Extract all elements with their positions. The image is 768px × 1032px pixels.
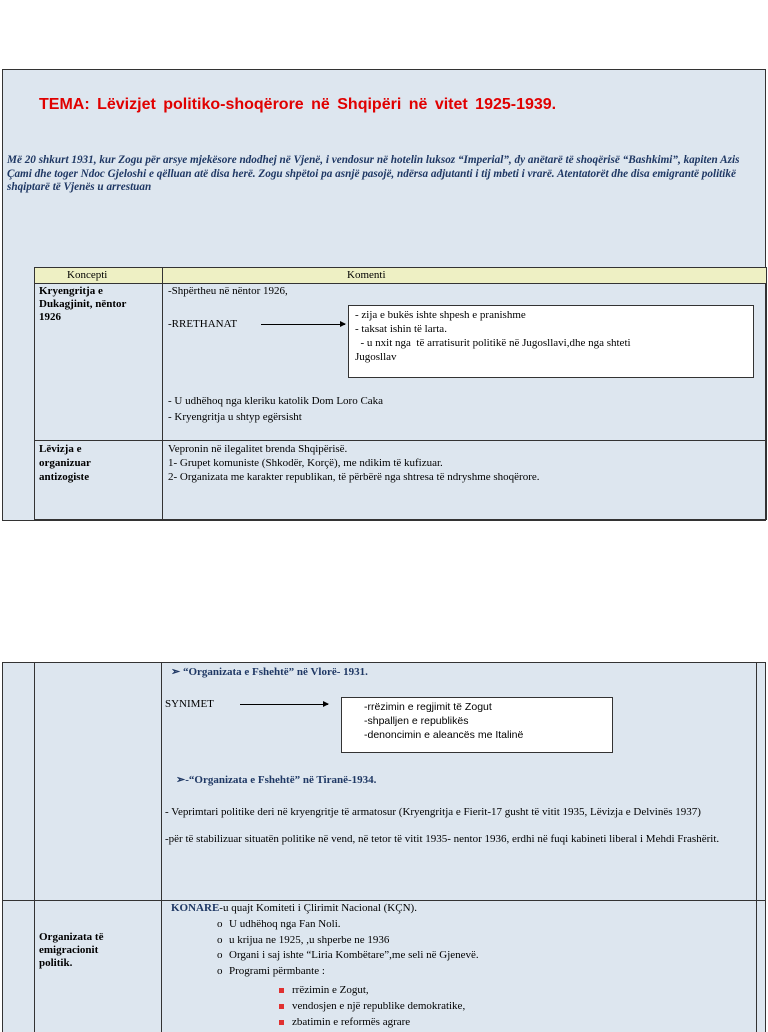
list-item: o Organi i saj ishte “Liria Kombëtare”,me seli në Gjenevë. (217, 949, 479, 961)
concept-table (34, 267, 767, 520)
row1-concept: Kryengritja e Dukagjinit, nëntor 1926 (39, 285, 127, 323)
bullet-icon (279, 1020, 284, 1025)
page-title: TEMA: Lëvizjet politiko-shoqërore në Shqipëri në vitet 1925-1939. (39, 96, 557, 113)
list-item: vendosjen e një republike demokratike, (279, 998, 465, 1014)
rrethanat-box: - zija e bukës ishte shpesh e pranishme - taksat ishin të larta. - u nxit nga të arratisurit politikë në Jugosllavi,dhe nga shteti Jugosllav (348, 305, 754, 378)
org-tirane-heading: ➢-“Organizata e Fshehtë” në Tiranë-1934. (176, 774, 377, 786)
row1-line2: - U udhëhoq nga kleriku katolik Dom Loro Caka (168, 395, 384, 407)
intro-paragraph: Më 20 shkurt 1931, kur Zogu për arsye mjekësore ndodhej në Vjenë, i vendosur në hotelin luksoz “Imperial”, dy anëtarë të shoqërisë “Bashkimi”, kapiten Azis Çami dhe toger Ndoc Gjeloshi e qëlluan atë disa herë. Zogu shpëtoi pa asnjë pasojë, ndërsa adjutanti i tij mbeti i vrarë. Atentatorët dhe disa emigrantë politikë shqiptarë të Vjenës u arrestuan (7, 154, 740, 193)
konare-line: KONARE-u quajt Komiteti i Çlirimit Nacional (KÇN). (171, 902, 417, 914)
list-item: zbatimin e reformës agrare (279, 1014, 465, 1030)
bullet-icon (279, 1004, 284, 1009)
paragraph-kabineti: -për të stabilizuar situatën politike në vend, në tetor të vitit 1935- nentor 1936, erdhi në fuqi kabineti liberal i Mehdi Frashërit. (165, 833, 720, 845)
paragraph-kryengritja: - Veprimtari politike deri në kryengritje të armatosur (Kryengritja e Fierit-17 gusht të vitit 1935, Lëvizja e Delvinës 1937) (165, 806, 701, 818)
header-comment: Komenti (347, 269, 386, 281)
konare-list (217, 917, 479, 979)
rrethanat-label: -RRETHANAT (168, 318, 238, 330)
row-concept-emigracion: Organizata të emigracionit politik. (39, 931, 104, 969)
bullet-icon (279, 988, 284, 993)
synimet-label: SYNIMET (165, 698, 214, 710)
list-item: rrëzimin e Zogut, (279, 982, 465, 998)
row1-line3: - Kryengritja u shtyp egërsisht (168, 411, 302, 423)
row1-line1: -Shpërtheu në nëntor 1926, (168, 285, 288, 297)
arrow-icon (240, 704, 328, 705)
program-list (279, 982, 465, 1030)
org-vlore-heading: ➢ “Organizata e Fshehtë” në Vlorë- 1931. (171, 666, 368, 678)
arrow-icon (261, 324, 345, 325)
list-item: o Programi përmbante : (217, 964, 325, 977)
header-concept: Koncepti (67, 269, 108, 281)
document-page-2 (2, 662, 766, 1032)
synimet-box: -rrëzimin e regjimit të Zogut -shpalljen e republikës -denoncimin e aleancës me Italinë (341, 697, 613, 753)
table-header (35, 268, 766, 284)
row2-concept: Lëvizja e organizuar antizogiste (39, 443, 91, 483)
list-item: o U udhëhoq nga Fan Noli. (217, 918, 341, 930)
list-item: o u krijua ne 1925, ,u shperbe ne 1936 (217, 933, 390, 946)
document-page-1 (2, 69, 766, 521)
row2-comment: Vepronin në ilegalitet brenda Shqipërisë. 1- Grupet komuniste (Shkodër, Korçë), me ndikim të kufizuar. 2- Organizata me karakter republikan, të përbërë nga shtresa të ndryshme shoqërore. (168, 443, 540, 483)
